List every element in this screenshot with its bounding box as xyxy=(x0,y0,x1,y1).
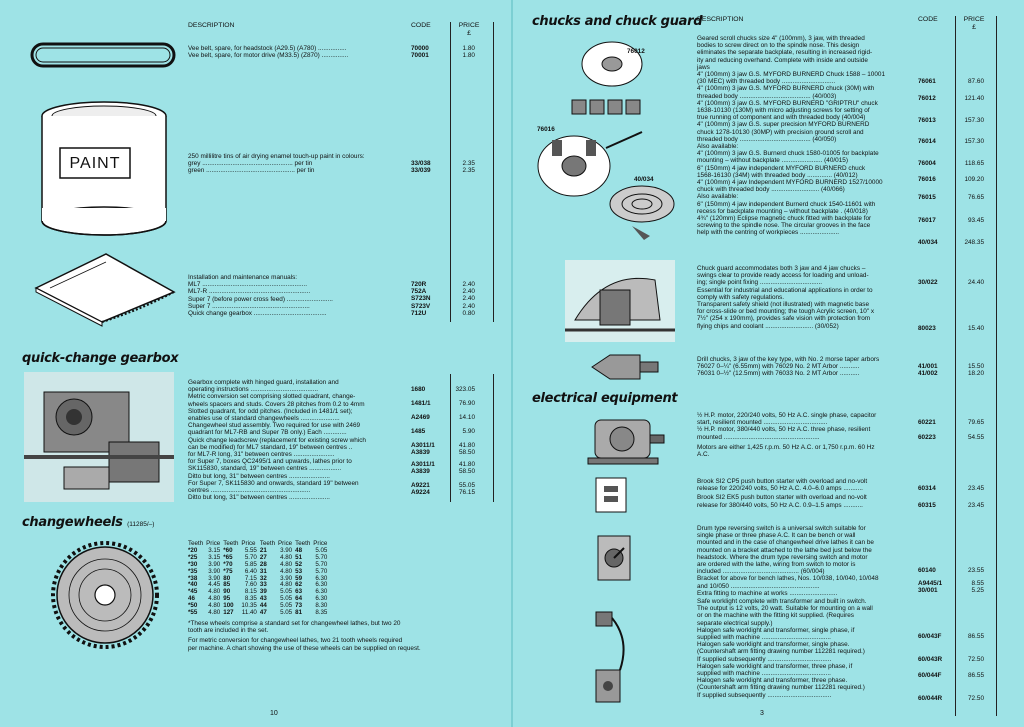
worklight-code-3: 60/044R xyxy=(918,695,943,702)
left-col-divider-3 xyxy=(450,374,451,502)
teeth-cell: 52 xyxy=(295,560,303,568)
drill-chuck-image xyxy=(590,350,660,385)
price-cell: 8.35 xyxy=(315,609,328,617)
right-price-header: PRICE £ xyxy=(963,16,985,31)
worklight-code-1: 60/043R xyxy=(918,656,943,663)
price-cell: 5.70 xyxy=(315,567,328,575)
description-line: Chuck guard accommodates both 3 jaw and 4 jaw chucks – xyxy=(697,265,866,272)
price-cell: 5.05 xyxy=(280,588,293,596)
chucks-code-3: 76014 xyxy=(918,138,936,145)
left-code-header: CODE xyxy=(411,22,431,29)
description-line: If supplied subsequently .................................... xyxy=(697,655,832,663)
paint-label: PAINT xyxy=(69,155,121,172)
description-line: 1638-10130 (130M) with micro adjusting screws for setting of xyxy=(697,107,870,115)
teeth-cell: 32 xyxy=(259,574,267,582)
teeth-cell: 28 xyxy=(259,560,267,568)
chuck-guard-image xyxy=(565,260,675,342)
price-cell: 5.05 xyxy=(315,546,328,554)
teeth-cell: *70 xyxy=(223,560,233,568)
description-line: for cross-slide or bed mounting; the tough Acrylic screen, 10" x xyxy=(697,308,875,316)
starter-price-0: 23.45 xyxy=(968,485,984,492)
teeth-cell: *55 xyxy=(188,609,198,617)
chucks-price-8: 248.35 xyxy=(964,239,984,246)
price-cell: 3.90 xyxy=(280,546,293,554)
price-cell: 4.80 xyxy=(208,588,221,596)
description-line: or on the machine with the fitting kit supplied. (Requires xyxy=(697,612,855,620)
price-cell: 5.70 xyxy=(315,560,328,568)
right-page-number: 3 xyxy=(760,710,764,717)
description-line: Bracket for above for bench lathes, Nos. 10/038, 10/040, 10/048 xyxy=(697,575,879,583)
teeth-table-row xyxy=(188,610,330,617)
teeth-cell: 27 xyxy=(259,553,267,561)
chucks-price-1: 121.40 xyxy=(964,95,984,102)
changewheels-heading: changewheels (11285/–) xyxy=(22,515,155,530)
paint-prices: 2.35 2.35 xyxy=(462,160,475,175)
description-line: Geared scroll chucks size 4" (100mm), 3 jaw, with threaded xyxy=(697,35,865,42)
description-line: Also available: xyxy=(697,143,739,151)
description-line: included ........................................... (60/004) xyxy=(697,568,825,576)
price-cell: 5.05 xyxy=(280,602,293,610)
description-line: The output is 12 volts, 20 watt. Suitable for mounting on a wall xyxy=(697,605,873,613)
description-line: single phase or three phase A.C. It can be bench or wall xyxy=(697,532,856,540)
teeth-cell: 80 xyxy=(223,574,231,582)
description-line: Halogen safe worklight and transformer, three phase, if xyxy=(697,662,853,670)
changewheels-table: Teeth Price Teeth Price Teeth Price Teeth Price *20 3.15 *60 5.55 21 3.90 48 5.05 *25 3.15 *65 5.70 27 4.80 51 5.70 *30 3.90 *70 5.85 28 4.80 52 5.70 *35 3.90 *75 6.40 31 4.80 53 5.70 *38 3.90 80 7.15 32 3.90 59 6.30 *40 4.45 85 7.60 33 4.80 62 6.30 *45 4.80 90 8.15 39 5.05 63 6.30 46 4.80 95 8.35 43 5.05 64 6.30 *50 4.80 100 10.35 44 5.05 73 8.30 *55 4.80 127 11.40 47 5.05 81 8.35 xyxy=(188,541,330,617)
gearbox-codes-8-9: A9221 A9224 xyxy=(411,482,430,497)
electrical-section-title: electrical equipment xyxy=(532,391,678,406)
gearbox-price-3: 5.90 xyxy=(462,428,475,435)
worklight-code-0: 60/043F xyxy=(918,633,942,640)
chucks-code-7: 76017 xyxy=(918,217,936,224)
teeth-cell: 21 xyxy=(259,546,267,554)
description-line: 4¾" (120mm) Eclipse magnetic chuck fitted with backplate for xyxy=(697,215,872,223)
gearbox-codes-4-5: A3011/1 A3839 xyxy=(411,442,435,457)
drill-description: Drill chucks, 3 jaw of the key type, with No. 2 morse taper arbors 76027 0–¼" (6.55mm) with 76029 No. 2 MT Arbor ........... 76031 0–½" (12.5mm) with 76033 No. 2 MT Arbor ........... xyxy=(697,356,880,378)
chucks-price-2: 157.30 xyxy=(964,117,984,124)
gearbox-price-2: 14.10 xyxy=(459,414,475,421)
price-cell: 6.30 xyxy=(315,581,328,589)
description-line: 4" (100mm) 3 jaw G.S. MYFORD BURNERD chuck (30M) with xyxy=(697,85,875,93)
teeth-cell: 53 xyxy=(295,567,303,575)
right-code-header: CODE xyxy=(918,16,938,23)
price-cell: 4.80 xyxy=(280,567,293,575)
description-line: recess for backplate mounting – without backplate . (40/018) xyxy=(697,207,868,215)
gearbox-prices-4-5: 41.80 58.50 xyxy=(459,442,475,457)
teeth-cell: 85 xyxy=(223,581,231,589)
manual-book-image xyxy=(30,248,180,328)
left-col-divider-1 xyxy=(450,22,451,322)
belt-description: Vee belt, spare, for headstock (A29.5) (A780) ................ Vee belt, spare, for motor drive (M33.5) (Z870) ............... xyxy=(188,45,349,60)
price-cell: 4.80 xyxy=(280,560,293,568)
teeth-cell: *65 xyxy=(223,553,233,561)
chucks-image xyxy=(532,36,692,246)
description-line: chuck 1278-10130 (30MP) with precision ground scroll and xyxy=(697,128,864,136)
description-line: headstock. Where the drum type reversing switch and motor xyxy=(697,553,868,561)
price-cell: 3.90 xyxy=(208,560,221,568)
gearbox-section-title: quick-change gearbox xyxy=(22,351,179,366)
description-line: Halogen safe worklight and transformer, single phase, if xyxy=(697,626,855,634)
description-line: true running of component and with threaded body (40/004) xyxy=(697,114,866,122)
price-cell: 5.05 xyxy=(280,595,293,603)
switch-prices-1-2: 8.55 5.25 xyxy=(971,580,984,595)
teeth-cell: 47 xyxy=(259,609,267,617)
teeth-cell: 64 xyxy=(295,595,303,603)
paint-description: 250 millilitre tins of air drying enamel touch-up paint in colours: grey ................................................... per tin green .................................................. per tin xyxy=(188,153,365,175)
electrical-price-0: 79.65 xyxy=(968,419,984,426)
teeth-cell: 43 xyxy=(259,595,267,603)
right-col-divider-1 xyxy=(955,16,956,716)
description-line: (30 MEC) with threaded body .............................. xyxy=(697,78,836,86)
belt-codes: 70000 70001 xyxy=(411,45,429,60)
description-line: screwing to the spindle nose. The circular grooves in the face xyxy=(697,222,871,230)
teeth-cell: 33 xyxy=(259,581,267,589)
description-line: ity and reducing overhand. Complete with inside and outside xyxy=(697,56,868,64)
gearbox-prices-6-7: 41.80 58.50 xyxy=(459,461,475,476)
chucks-price-3: 157.30 xyxy=(964,138,984,145)
price-cell: 3.90 xyxy=(280,574,293,582)
description-line: 1568-16130 (34M) with threaded body .............. (40/012) xyxy=(697,171,858,179)
left-col-divider-4 xyxy=(493,374,494,502)
worklight-price-3: 72.50 xyxy=(968,695,984,702)
price-cell: 8.30 xyxy=(315,602,328,610)
teeth-cell: 51 xyxy=(295,553,303,561)
price-cell: 4.80 xyxy=(208,609,221,617)
paint-codes: 33/038 33/039 xyxy=(411,160,431,175)
drill-prices: 15.50 18.20 xyxy=(968,363,984,378)
chucks-code-2: 76013 xyxy=(918,117,936,124)
price-cell: 8.35 xyxy=(244,595,257,603)
teeth-cell: *30 xyxy=(188,560,198,568)
chucks-price-6: 76.65 xyxy=(968,194,984,201)
worklight-code-2: 60/044F xyxy=(918,672,942,679)
left-description-header: DESCRIPTION xyxy=(188,22,235,29)
left-price-header: PRICE £ xyxy=(458,22,480,37)
teeth-cell: 100 xyxy=(223,602,234,610)
switch-codes-1-2: A9445/1 30/001 xyxy=(918,580,943,595)
description-line: 7½" (254 x 190mm), provides safe vision with protection from xyxy=(697,315,871,323)
chucks-code-4: 76004 xyxy=(918,160,936,167)
description-line: chuck with threaded body ........................... (40/066) xyxy=(697,186,845,194)
left-col-divider-2 xyxy=(493,22,494,322)
description-line: supplied with machine ....................................... xyxy=(697,634,831,642)
description-line: 4" (100mm) 3 jaw G.S. MYFORD BURNERD "GRIPTRU" chuck xyxy=(697,99,878,107)
electrical-description: ½ H.P. motor, 220/240 volts, 50 Hz A.C. single phase, capacitor start, resilient mounted .................................... ½ H.P. motor, 380/440 volts, 50 Hz A.C. three phase, resilient mounted ...................................................... Motors are either 1,425 r.p.m. 50 Hz A.C. or 1,750 r.p.m. 60 Hz A.C. xyxy=(697,412,877,459)
worklight-image xyxy=(590,600,640,710)
price-cell: 5.05 xyxy=(280,609,293,617)
description-line: If supplied subsequently .................................... xyxy=(697,691,832,699)
electrical-code-0: 60221 xyxy=(918,419,936,426)
gearbox-prices-8-9: 55.05 76.15 xyxy=(459,482,475,497)
chucks-price-5: 109.20 xyxy=(964,176,984,183)
switch-description xyxy=(697,525,879,597)
chucks-section-title: chucks and chuck guard xyxy=(532,14,703,29)
chuck-image-label-40-034: 40/034 xyxy=(634,176,654,183)
belt-prices: 1.80 1.80 xyxy=(462,45,475,60)
chucks-code-5: 76016 xyxy=(918,176,936,183)
teeth-cell: 62 xyxy=(295,581,303,589)
chucks-code-6: 76015 xyxy=(918,194,936,201)
guard-price-1: 15.40 xyxy=(968,325,984,332)
reversing-switch-image xyxy=(590,530,640,590)
chuck-image-label-76016: 76016 xyxy=(537,126,555,133)
description-line: help with the centring of workpieces ...................... xyxy=(697,229,840,237)
left-page-number: 10 xyxy=(270,710,278,717)
drill-codes: 41/001 41/002 xyxy=(918,363,938,378)
description-line: mounted and in the case of changewheel drive lathes it can be xyxy=(697,539,874,547)
teeth-cell: 59 xyxy=(295,574,303,582)
electrical-price-1: 54.55 xyxy=(968,434,984,441)
description-line: 4" (100mm) 4 jaw Independent MYFORD BURNERD 1527/10000 xyxy=(697,179,883,187)
chucks-code-1: 76012 xyxy=(918,95,936,102)
description-line: Also available: xyxy=(697,193,739,201)
teeth-cell: *75 xyxy=(223,567,233,575)
gearbox-code-1: 1481/1 xyxy=(411,400,431,407)
description-line: comply with safety regulations. xyxy=(697,293,785,301)
description-line: Extra fitting to machine at works ........................... xyxy=(697,589,838,597)
teeth-cell: 44 xyxy=(259,602,267,610)
manuals-codes: 720R 752A S723N S723V 712U xyxy=(411,281,431,317)
gearbox-image xyxy=(24,372,174,502)
description-line: and 10/050 .................................................. xyxy=(697,582,820,590)
price-cell: 6.30 xyxy=(315,588,328,596)
price-cell: 5.85 xyxy=(244,560,257,568)
teeth-cell: 73 xyxy=(295,602,303,610)
gearbox-code-3: 1485 xyxy=(411,428,426,435)
price-cell: 3.90 xyxy=(208,574,221,582)
gearbox-code-0: 1680 xyxy=(411,386,426,393)
description-line: (Countershaft arm fitting drawing number 112281 required.) xyxy=(697,648,865,656)
description-line: threaded body ........................................ (40/003) xyxy=(697,92,837,100)
price-cell: 4.80 xyxy=(208,602,221,610)
worklight-price-0: 86.55 xyxy=(968,633,984,640)
price-cell: 3.15 xyxy=(208,553,221,561)
description-line: (Countershaft arm fitting drawing number 112281 required.) xyxy=(697,684,865,692)
manuals-description: Installation and maintenance manuals: ML7 ........................................................... ML7-R ......................................................... Super 7 (before power cross feed) .......................... Super 7 ....................................................... Quick change gearbox ......................................... xyxy=(188,274,333,318)
chucks-code-0: 76061 xyxy=(918,78,936,85)
motor-image xyxy=(580,410,670,470)
price-cell: 3.90 xyxy=(208,567,221,575)
teeth-cell: *50 xyxy=(188,602,198,610)
description-line: 4" (100mm) 3 jaw G.S. MYFORD BURNERD Chuck 1588 – 10001 xyxy=(697,71,886,79)
description-line: flying chips and coolant ........................... (30/052) xyxy=(697,322,839,330)
description-line: mounted on a bracket attached to the lathe bed just below the xyxy=(697,546,872,554)
description-line: bodies to screw direct on to the spindle nose. This design xyxy=(697,42,860,50)
price-cell: 4.45 xyxy=(208,581,221,589)
guard-price-0: 24.40 xyxy=(968,279,984,286)
switch-code-0: 60140 xyxy=(918,567,936,574)
guard-code-0: 30/022 xyxy=(918,279,938,286)
worklight-price-2: 86.55 xyxy=(968,672,984,679)
price-cell: 6.40 xyxy=(244,567,257,575)
price-cell: 6.30 xyxy=(315,595,328,603)
description-line: 6" (150mm) 4 jaw independent Burnerd chuck 1540-11601 with xyxy=(697,200,876,208)
gearbox-price-0: 323.05 xyxy=(455,386,475,393)
price-cell: 5.70 xyxy=(315,553,328,561)
price-cell: 5.55 xyxy=(244,546,257,554)
chucks-description xyxy=(697,35,885,237)
price-cell: 7.15 xyxy=(244,574,257,582)
gearbox-price-1: 76.90 xyxy=(459,400,475,407)
price-cell: 8.15 xyxy=(244,588,257,596)
description-line: supplied with machine ....................................... xyxy=(697,670,831,678)
price-cell: 10.35 xyxy=(241,602,257,610)
price-cell: 4.80 xyxy=(280,581,293,589)
price-cell: 3.15 xyxy=(208,546,221,554)
gearbox-code-2: A2469 xyxy=(411,414,430,421)
gearbox-description: Gearbox complete with hinged guard, installation and operating instructions ...................................... Metric conversion set comprising slotted quadrant, change- wheels spacers and studs. Covers 28 pitches from 0.2 to 4mm Slotted quadrant, for odd pitches. (Included in 1481/1 set); enables use of standard changewheels ...................... Changewheel stud assembly. Two required for use with 2469 quadrant for ML7-RB and Super 7B only.) Each ............. Quick change leadscrew (replacement for existing screw which can be modified) for ML7 standard, 19" between centres .. for ML7-R long, 31" between centres ....................... for Super 7, boxes QC2495/1 and upwards, lathes prior to SK115830, standard, 19" between centres .................. Ditto but long, 31" between centres ....................... For Super 7, SK115830 and onwards, standard 19" between centres ........................................................ Ditto but long, 31" between centres ....................... xyxy=(188,379,366,502)
teeth-cell: 39 xyxy=(259,588,267,596)
description-line: 6" (150mm) 4 jaw independent MYFORD BURNERD chuck xyxy=(697,164,866,172)
price-cell: 4.80 xyxy=(208,595,221,603)
starter-code-0: 60314 xyxy=(918,485,936,492)
guard-description xyxy=(697,265,874,330)
description-line: mounting – without backplate ....................... (40/015) xyxy=(697,157,848,165)
starter-code-1: 60315 xyxy=(918,502,936,509)
description-line: 4" (100mm) 3 jaw G.S. super precision MYFORD BURNERD xyxy=(697,121,870,129)
worklight-description xyxy=(697,598,873,699)
teeth-cell: 48 xyxy=(295,546,303,554)
chucks-price-7: 93.45 xyxy=(968,217,984,224)
description-line: 4" (100mm) 3 jaw G.S. Burnerd chuck 1580-01005 for backplate xyxy=(697,150,879,158)
changewheel-gear-image xyxy=(30,540,180,650)
vee-belt-image xyxy=(30,40,178,70)
teeth-cell: *20 xyxy=(188,546,198,554)
chucks-code-8: 40/034 xyxy=(918,239,938,246)
teeth-cell: *25 xyxy=(188,553,198,561)
teeth-cell: 90 xyxy=(223,588,231,596)
description-line: are ordered with the lathe, wiring from switch to motor is xyxy=(697,561,856,569)
description-line: eliminates the separate backplate, resulting in increased rigid- xyxy=(697,49,873,57)
description-line: jaws xyxy=(697,63,710,71)
teeth-cell: *38 xyxy=(188,574,198,582)
right-col-divider-2 xyxy=(996,16,997,716)
chucks-price-4: 118.65 xyxy=(964,160,984,167)
teeth-cell: 46 xyxy=(188,595,195,603)
right-description-header: DESCRIPTION xyxy=(697,16,744,23)
manuals-prices: 2.40 2.40 2.40 2.40 0.80 xyxy=(462,281,475,317)
teeth-cell: *35 xyxy=(188,567,198,575)
description-line: Transparent safety shield (not illustrated) with magnetic base xyxy=(697,301,870,309)
teeth-cell: 127 xyxy=(223,609,234,617)
price-cell: 7.60 xyxy=(244,581,257,589)
description-line: threaded body ........................................ (40/050) xyxy=(697,135,837,143)
description-line: Essential for industrial and educational applications in order to xyxy=(697,286,873,294)
switch-price-0: 23.55 xyxy=(968,567,984,574)
description-line: Halogen safe worklight and transformer, three phase. xyxy=(697,677,848,685)
teeth-cell: 81 xyxy=(295,609,303,617)
gearbox-codes-6-7: A3011/1 A3839 xyxy=(411,461,435,476)
description-line: ing; single point fixing ................................... xyxy=(697,279,823,287)
description-line: Drum type reversing switch is a universal switch suitable for xyxy=(697,525,866,532)
teeth-cell: 31 xyxy=(259,567,267,575)
page-fold xyxy=(511,0,513,727)
chuck-image-label-76012: 76012 xyxy=(627,48,645,55)
description-line: separate electrical supply.) xyxy=(697,619,773,627)
price-cell: 6.30 xyxy=(315,574,328,582)
price-cell: 4.80 xyxy=(280,553,293,561)
description-line: Safe worklight complete with transformer and built in switch. xyxy=(697,598,867,605)
guard-code-1: 80023 xyxy=(918,325,936,332)
teeth-cell: 63 xyxy=(295,588,303,596)
starter-image xyxy=(594,476,630,516)
price-cell: 5.70 xyxy=(244,553,257,561)
chucks-price-0: 87.60 xyxy=(968,78,984,85)
worklight-price-1: 72.50 xyxy=(968,656,984,663)
starter-price-1: 23.45 xyxy=(968,502,984,509)
electrical-code-1: 60223 xyxy=(918,434,936,441)
description-line: swings clear to provide ready access for loading and unload- xyxy=(697,272,869,280)
teeth-cell: *40 xyxy=(188,581,198,589)
changewheels-notes: *These wheels comprise a standard set for changewheel lathes, but two 20 tooth are included in the set. For metric conversion for changewheel lathes, two 21 tooth wheels required per machine. A chart showing the use of these wheels can be supplied on request. xyxy=(188,620,421,652)
starter-description: Brook SI2 CP5 push button starter with overload and no-volt release for 220/240 volts, 50 Hz A.C. 4.0–6.0 amps ........... Brook SI2 EK5 push button starter with overload and no-volt release for 380/440 volts, 50 Hz A.C. 0.9–1.5 amps ........... xyxy=(697,478,868,509)
teeth-cell: *60 xyxy=(223,546,233,554)
price-cell: 11.40 xyxy=(241,609,257,617)
teeth-cell: 95 xyxy=(223,595,231,603)
teeth-cell: *45 xyxy=(188,588,198,596)
description-line: Halogen safe worklight and transformer, single phase. xyxy=(697,641,850,649)
